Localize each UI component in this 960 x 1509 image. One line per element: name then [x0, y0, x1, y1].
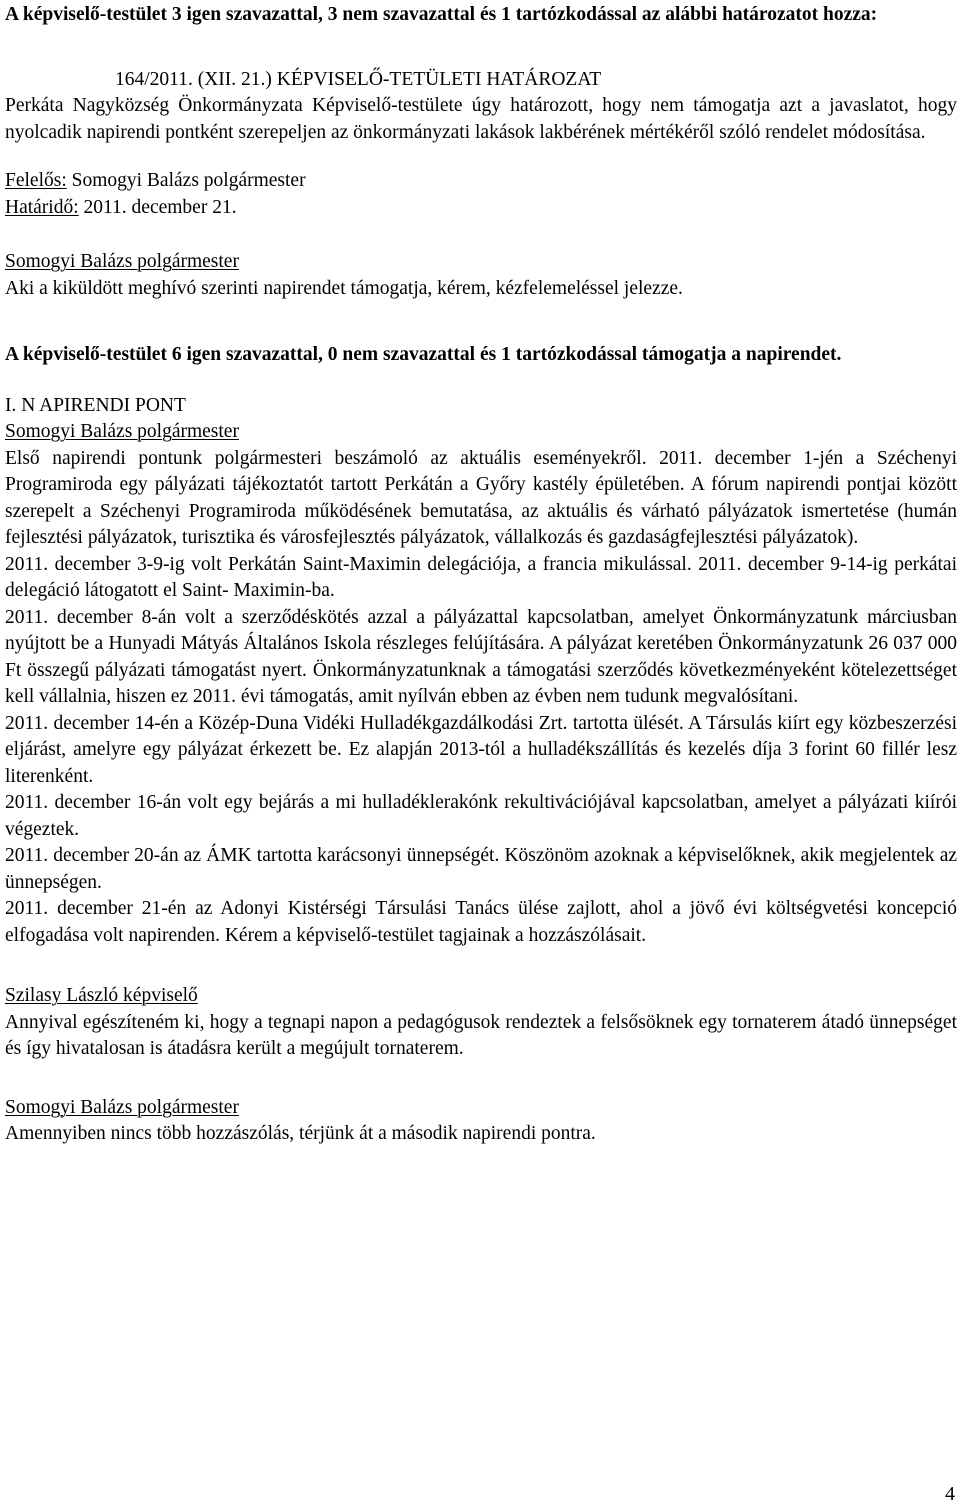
deadline-label: Határidő:	[5, 196, 79, 218]
responsible-block	[5, 168, 957, 221]
intro-decision: A képviselő-testület 3 igen szavazattal, 3 nem szavazattal és 1 tartózkodással az alábbi határozatot hozza:	[5, 4, 878, 25]
speaker-name: Somogyi Balázs polgármester	[5, 251, 239, 272]
report-paragraph: 2011. december 16-án volt egy bejárás a mi hulladéklerakónk rekultivációjával kapcsolatban, amelyet a pályázati kiírói végeztek.	[5, 792, 957, 840]
report-paragraph: Első napirendi pontunk polgármesteri beszámoló az aktuális eseményekről. 2011. december 1-jén a Széchenyi Programiroda egy pályázati tájékoztatót tartott Perkátán a Győry kastély épületében. A fórum napirendi pontjai között szerepelt a Széchenyi Programiroda működésének bemutatása, az aktuális és várható pályázatok ismertetése (humán fejlesztési pályázatok, turisztika és városfejlesztés pályázatok, vállalkozás és gazdaságfejlesztési pályázatok).	[5, 447, 957, 548]
document-page	[5, 0, 957, 1148]
report-paragraph: 2011. december 21-én az Adonyi Kistérségi Társulási Tanács ülése zajlott, ahol a jövő évi költségvetési koncepció elfogadása volt napirenden. Kérem a képviselő-testület tagjainak a hozzászólásait.	[5, 898, 957, 946]
responsible-value: Somogyi Balázs polgármester	[71, 170, 306, 191]
speaker-name: Somogyi Balázs polgármester	[5, 1096, 239, 1118]
resolution-heading: 164/2011. (XII. 21.) KÉPVISELŐ-TETÜLETI HATÁROZAT	[115, 68, 602, 90]
speech-block	[5, 419, 957, 949]
report-paragraph: 2011. december 8-án volt a szerződéskötés azzal a pályázattal kapcsolatban, amelyet Önkormányzatunk márciusban nyújtott be a Hunyadi Mátyás Általános Iskola részleges felújítására. A pályázat keretében Önkormányzatunk 26 037 000 Ft összegű pályázati támogatást nyert. Önkormányzatunknak a támogatási szerződés következményeként kötelezettséget kell vállalnia, hiszen ez 2011. évi támogatás, amit nyílván ebben az évben nem tudunk megvalósítani.	[5, 606, 957, 707]
speaker-name: Somogyi Balázs polgármester	[5, 421, 239, 442]
speech-text: Aki a kiküldött meghívó szerinti napirendet támogatja, kérem, kézfelemeléssel jelezze.	[5, 277, 683, 299]
page-number: 4	[945, 1482, 955, 1505]
vote-result: A képviselő-testület 6 igen szavazattal, 0 nem szavazattal és 1 tartózkodással támogatja a napirendet.	[5, 344, 842, 365]
speech-block	[5, 983, 957, 1063]
agenda-heading: I. N APIRENDI PONT	[5, 394, 186, 416]
speaker-name: Szilasy László képviselő	[5, 985, 198, 1006]
deadline-line	[5, 195, 957, 222]
resolution-text: Perkáta Nagyközség Önkormányzata Képviselő-testülete úgy határozott, hogy nem támogatja azt a javaslatot, hogy nyolcadik napirendi pontként szerepeljen az önkormányzati lakások lakbérének mértékéről szóló rendelet módosítása.	[5, 95, 957, 143]
responsible-line	[5, 168, 957, 195]
responsible-label: Felelős:	[5, 170, 67, 191]
speech-text: Amennyiben nincs több hozzászólás, térjünk át a második napirendi pontra.	[5, 1123, 596, 1144]
deadline-value: 2011. december 21.	[83, 196, 237, 218]
report-paragraph: 2011. december 20-án az ÁMK tartotta karácsonyi ünnepségét. Köszönöm azoknak a képviselőknek, akik megjelentek az ünnepségen.	[5, 845, 957, 893]
report-paragraph: 2011. december 14-én a Közép-Duna Vidéki Hulladékgazdálkodási Zrt. tartotta ülését. A Társulás kiírt egy közbeszerzési eljárást, amelyre egy pályázat érkezett be. Ez alapján 2013-tól a hulladékszállítás és kezelés díja 3 forint 60 fillér lesz literenként.	[5, 712, 957, 787]
report-paragraph: 2011. december 3-9-ig volt Perkátán Saint-Maximin delegációja, a francia mikulással. 2011. december 9-14-ig perkátai delegáció látogatott el Saint- Maximin-ba.	[5, 553, 957, 601]
resolution-block	[5, 67, 957, 147]
speech-block	[5, 249, 957, 302]
speech-text: Annyival egészíteném ki, hogy a tegnapi napon a pedagógusok rendeztek a felsősöknek egy tornaterem átadó ünnepséget és így hivatalosan is átadásra került a megújult tornaterem.	[5, 1011, 957, 1059]
speech-block	[5, 1095, 957, 1148]
